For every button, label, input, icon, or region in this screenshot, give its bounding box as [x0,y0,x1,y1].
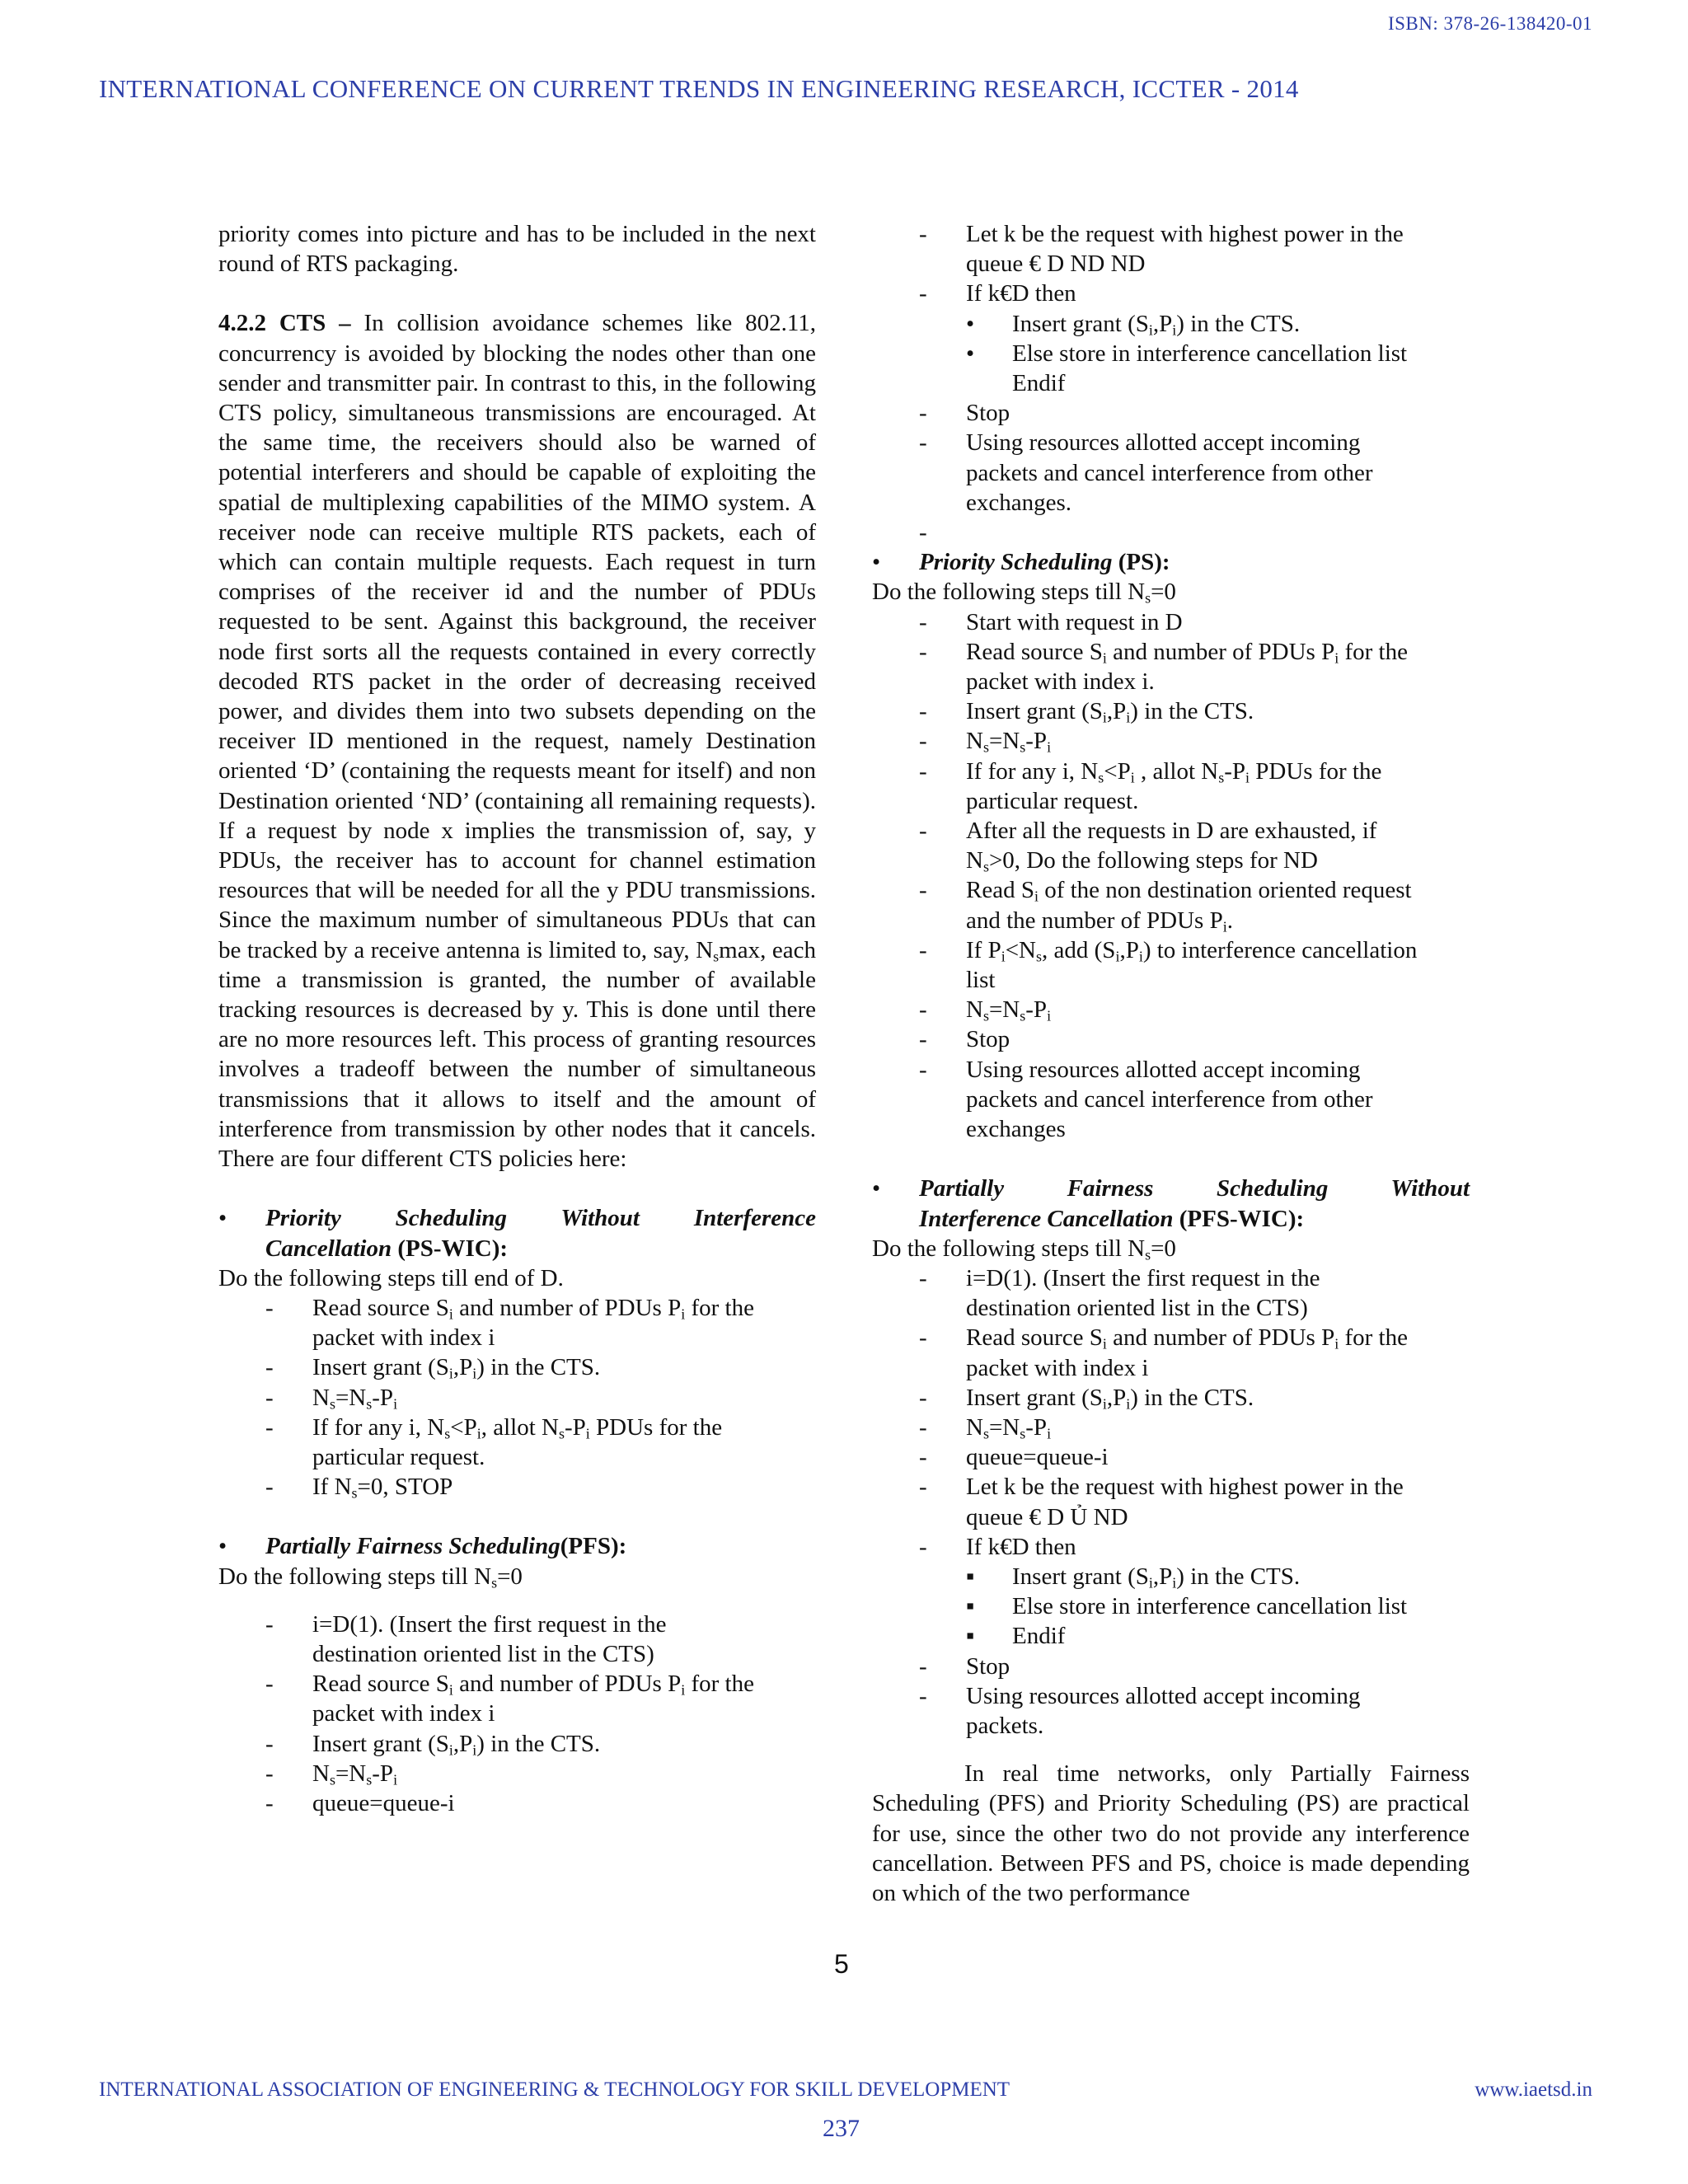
list-item: - $N_s=N_s-P_i$ [265,1760,398,1788]
list-item: - After all the requests in D are exhausted, if $N_s>0$, Do the following steps for ND [919,818,1377,875]
policy-heading-pswic: • Priority Scheduling Without Interference [218,1205,816,1232]
policy-heading-pfswic: • Partially Fairness Scheduling Without [872,1175,1470,1202]
footer-website: www.iaetsd.in [1475,2079,1592,2101]
list-item: - Let k be the request with highest power in the queue € D ND ND [919,221,1404,278]
sub-list-item: ▪ Else store in interference cancellation list [966,1593,1408,1620]
conference-title: INTERNATIONAL CONFERENCE ON CURRENT TRENDS IN ENGINEERING RESEARCH, ICCTER - 2014 [99,74,1299,103]
ps-intro: Do the following steps till $N_s=0$ [872,579,1176,607]
policy-heading-pfswic-line2: Interference Cancellation (PFS-WIC): [919,1205,1305,1232]
list-item: - Using resources allotted accept incoming packets and cancel interference from other exchanges [919,1056,1373,1143]
list-item: - Start with request in D [919,608,1183,635]
list-item: - Let k be the request with highest power in the queue € D Ủ ND [919,1474,1404,1530]
list-item: - $N_s=N_s-P_i$ [265,1384,398,1412]
isbn-label: ISBN: 378-26-138420-01 [1387,13,1592,34]
list-item: - Insert grant $(S_i,P_i)$ in the CTS. [919,698,1254,726]
list-item: - Using resources allotted accept incoming packets and cancel interference from other exchanges. [919,429,1373,516]
list-item: - If $N_s=0$, STOP [265,1474,453,1502]
pfs-steps-continued [919,219,1470,547]
list-item: - $N_s=N_s-P_i$ [919,728,1052,756]
list-item: - queue=queue-i [265,1789,455,1816]
list-item: - Insert grant $(S_i,P_i)$ in the CTS. [265,1730,601,1759]
list-item: - [919,519,927,546]
list-item: - $N_s=N_s-P_i$ [919,1413,1052,1442]
page-number: 5 [834,1949,849,1979]
pfswic-steps [919,1263,1470,1741]
list-item: - $N_s=N_s-P_i$ [919,996,1052,1024]
right-column [872,219,1470,1908]
pswic-intro: Do the following steps till end of D. [218,1264,564,1291]
list-item: - Stop [919,1652,1010,1680]
list-item: - Using resources allotted accept incoming packets. [919,1682,1361,1739]
ps-steps [919,607,1470,1145]
pfs-intro: Do the following steps till $N_s=0$ [218,1563,523,1591]
policy-heading-ps: • Priority Scheduling (PS): [872,549,1170,576]
list-item: - Insert grant $(S_i,P_i)$ in the CTS. [919,1384,1254,1413]
list-item: - Stop [919,400,1010,427]
list-item: - Read source $S_i$ and number of PDUs $P_i$ for the packet with index i [919,1324,1408,1381]
sub-list-item: • Else store in interference cancellation list Endif [966,340,1408,397]
left-column [218,219,816,1818]
pswic-steps [265,1293,816,1502]
list-item: - i=D(1). (Insert the first request in the destination oriented list in the CTS) [919,1264,1320,1322]
list-item: - If k€D then [919,280,1076,307]
policy-heading-pswic-line2: Cancellation (PS-WIC): [265,1235,509,1262]
list-item: - If $P_i<N_s$, add $(S_i,P_i)$ to interference cancellation list [919,936,1418,994]
sub-list-item: ▪ Endif [966,1623,1066,1650]
list-item: - queue=queue-i [919,1444,1109,1471]
list-item: - Read source $S_i$ and number of PDUs $P_i$ for the packet with index i [265,1294,754,1352]
list-item: - If for any i, $N_s<P_i$ , allot $N_s-P_i$ PDUs for the particular request. [919,757,1382,814]
section-heading: 4.2.2 CTS – [218,310,351,337]
conclusion-paragraph: In real time networks, only Partially Fairness Scheduling (PFS) and Priority Scheduling (PS) are practical for use, since the other two do not provide any interference cancellation. Between PFS and PS, choice is made depending on which of the two performance [872,1760,1470,1906]
sub-list-item: • Insert grant $(S_i,P_i)$ in the CTS. [966,310,1301,339]
sub-list-item: ▪ Insert grant $(S_i,P_i)$ in the CTS. [966,1563,1301,1591]
pfs-steps [265,1610,816,1818]
list-item: - Read source $S_i$ and number of PDUs $P_i$ for the packet with index i [265,1671,754,1727]
footer-association: INTERNATIONAL ASSOCIATION OF ENGINEERING & TECHNOLOGY FOR SKILL DEVELOPMENT [99,2079,1010,2101]
policy-heading-pfs: • Partially Fairness Scheduling(PFS): [218,1533,627,1560]
paragraph-continuation: priority comes into picture and has to be included in the next round of RTS packaging. [218,221,816,278]
pfswic-intro: Do the following steps till $N_s=0$ [872,1235,1176,1263]
list-item: - Insert grant $(S_i,P_i)$ in the CTS. [265,1354,601,1382]
cts-paragraph: 4.2.2 CTS – In collision avoidance schemes like 802.11, concurrency is avoided by blocking the nodes other than one sender and transmitter pair. In contrast to this, in the following CTS policy, simultaneous transmissions are encouraged. At the same time, the receivers should also be warned of potential interferers and should be capable of exploiting the spatial de multiplexing capabilities of the MIMO system. A receiver node can receive multiple RTS packets, each of which can contain multiple requests. Each request in turn comprises of the receiver id and the number of PDUs requested to be sent. Against this background, the receiver node first sorts all the requests contained in every correctly decoded RTS packet in the order of decreasing received power, and divides them into two subsets depending on the receiver ID mentioned in the request, namely Destination oriented ‘D’ (containing the requests meant for itself) and non Destination oriented ‘ND’ (containing all remaining requests). If a request by node x implies the transmission of, say, y PDUs, the receiver has to account for channel estimation resources that will be needed for all the y PDU transmissions. Since the maximum number of simultaneous PDUs that can be tracked by a receive antenna is limited to, say, $N_s\max$, each time a transmission is granted, the number of available tracking resources is decreased by y. This is done until there are no more resources left. This process of granting resources involves a tradeoff between the number of simultaneous transmissions that it allows to itself and the amount of interference from transmission by other nodes that it cancels. There are four different CTS policies here: [218,310,817,1173]
list-item: - Read $S_i$ of the non destination oriented request and the number of PDUs $P_i$. [919,877,1412,935]
footer-journal-page: 237 [823,2115,860,2142]
list-item: - i=D(1). (Insert the first request in the destination oriented list in the CTS) [265,1610,667,1667]
list-item: - If for any i, $N_s<P_i$, allot $N_s-P_i$ PDUs for the particular request. [265,1413,723,1470]
list-item: - Stop [919,1026,1010,1053]
list-item: - Read source $S_i$ and number of PDUs $P_i$ for the packet with index i. [919,638,1408,696]
list-item: - If k€D then [919,1533,1076,1560]
